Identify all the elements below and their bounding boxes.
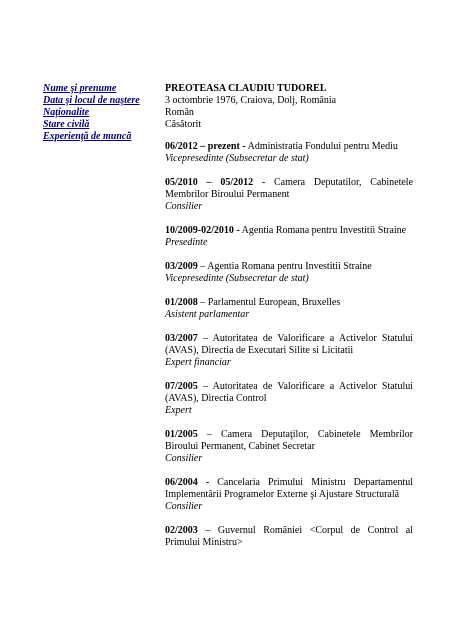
experience-entry — [165, 333, 413, 369]
experience-entry — [165, 177, 413, 213]
experience-entry — [165, 525, 413, 549]
person-nationality: Român — [165, 107, 194, 118]
entry-period: 06/2012 – prezent - — [165, 141, 246, 152]
entry-org: – Camera Deputaţilor, Cabinetele Membrilor Biroului Permanent, Cabinet Secretar — [165, 429, 413, 452]
person-birth: 3 octombrie 1976, Craiova, Dolj, România — [165, 95, 337, 106]
experience-entry — [165, 429, 413, 465]
experience-entry — [165, 381, 413, 417]
entry-role: Vicepresedinte (Subsecretar de stat) — [165, 153, 309, 164]
entry-org: – Autoritatea de Valorificare a Activelor Statului (AVAS), Directia Control — [165, 381, 413, 404]
entry-period: 10/2009-02/2010 - — [165, 225, 240, 236]
label-experience: Experienţă de muncă — [43, 131, 132, 142]
entry-role: Consilier — [165, 501, 203, 512]
label-birth: Data şi locul de naştere — [43, 95, 140, 106]
label-civil-status: Stare civilă — [43, 119, 90, 130]
entry-role: Vicepresedinte (Subsecretar de stat) — [165, 273, 309, 284]
entry-role: Asistent parlamentar — [165, 309, 250, 320]
person-name: PREOTEASA CLAUDIU TUDOREL — [165, 83, 327, 94]
entry-org: Camera Deputatilor, Cabinetele Membrilor Biroului Permanent — [165, 177, 414, 200]
experience-entry — [165, 477, 413, 513]
entry-role: Expert — [165, 405, 192, 416]
label-name: Nume şi prenume — [43, 83, 117, 94]
entry-role: Consilier — [165, 201, 203, 212]
experience-entry — [165, 141, 413, 165]
entry-period: 03/2009 — [165, 261, 198, 272]
label-nationality: Naţionalite — [43, 107, 90, 118]
entry-period: 07/2005 — [165, 381, 198, 392]
entry-period: 01/2005 — [165, 429, 198, 440]
entry-org: – Parlamentul European, Bruxelles — [200, 297, 341, 308]
entry-org: – Agentia Romana pentru Investitii Straine — [200, 261, 372, 272]
experience-entry — [165, 297, 413, 321]
entry-period: 01/2008 — [165, 297, 198, 308]
entry-period: 03/2007 — [165, 333, 198, 344]
experience-entry — [165, 261, 413, 285]
entry-period: 02/2003 — [165, 525, 198, 536]
entry-org: Cancelaria Primului Ministru Departamentul Implementării Programelor Externe şi Ajustare Structurală — [165, 477, 414, 500]
person-civil-status: Căsătorit — [165, 119, 202, 130]
experience-entry — [165, 225, 413, 249]
entry-period: 05/2010 – 05/2012 - — [165, 177, 266, 188]
entry-org: – Autoritatea de Valorificare a Activelor Statului (AVAS), Directia de Executari Silite si Licitatii — [165, 333, 413, 356]
entry-org: Administratia Fondului pentru Mediu — [247, 141, 398, 152]
entry-period: 06/2004 - — [165, 477, 210, 488]
entry-org: Agentia Romana pentru Investitii Straine — [241, 225, 407, 236]
entry-role: Consilier — [165, 453, 203, 464]
entry-org: – Guvernul României <Corpul de Control al Primului Ministru> — [165, 525, 413, 548]
field-labels — [43, 83, 161, 143]
entry-role: Presedinte — [165, 237, 208, 248]
entry-role: Expert financiar — [165, 357, 231, 368]
experience-list — [165, 141, 413, 561]
personal-info — [165, 83, 415, 131]
